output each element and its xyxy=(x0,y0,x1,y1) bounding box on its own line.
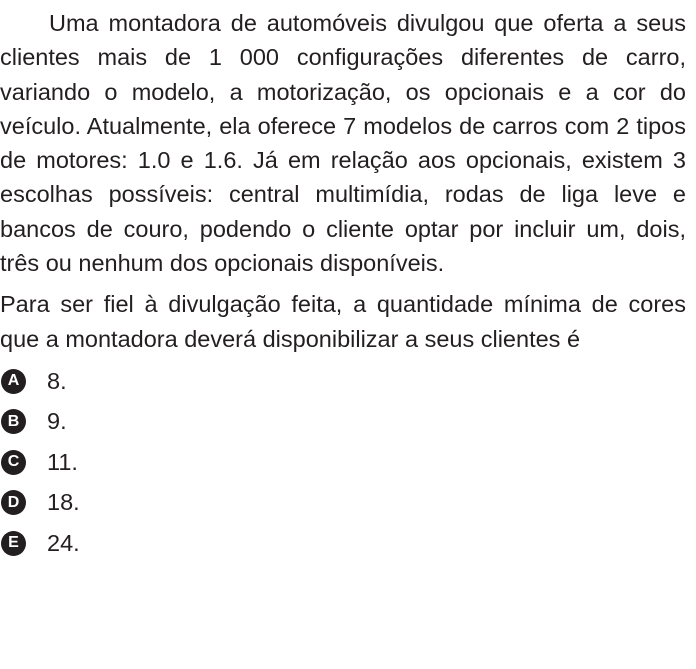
option-c-text: 11. xyxy=(47,448,78,475)
question-prompt: Para ser fiel à divulgação feita, a quantidade mínima de cores que a montadora deverá disponibilizar a seus clientes é xyxy=(0,291,686,352)
answer-options xyxy=(0,361,686,564)
option-e-text: 24. xyxy=(47,529,80,556)
option-e-letter-badge: E xyxy=(1,531,26,556)
option-b-letter-badge: B xyxy=(1,409,26,434)
option-c-letter-badge: C xyxy=(1,450,26,475)
option-c[interactable] xyxy=(0,442,686,483)
option-a-text: 8. xyxy=(47,367,67,394)
option-b[interactable] xyxy=(0,401,686,442)
option-a[interactable] xyxy=(0,361,686,402)
question-stem: Uma montadora de automóveis divulgou que oferta a seus clientes mais de 1 000 configurações diferentes de carro, variando o modelo, a motorização, os opcionais e a cor do veículo. Atualmente, ela oferece 7 modelos de carros com 2 tipos de motores: 1.0 e 1.6. Já em relação aos opcionais, existem 3 escolhas possíveis: central multimídia, rodas de liga leve e bancos de couro, podendo o cliente optar por incluir um, dois, três ou nenhum dos opcionais disponíveis. xyxy=(0,10,686,277)
option-d-letter-badge: D xyxy=(1,490,26,515)
option-d[interactable] xyxy=(0,482,686,523)
option-d-text: 18. xyxy=(47,489,80,516)
option-e[interactable] xyxy=(0,523,686,564)
option-a-letter-badge: A xyxy=(1,369,26,394)
question-block xyxy=(0,6,686,563)
option-b-text: 9. xyxy=(47,408,67,435)
